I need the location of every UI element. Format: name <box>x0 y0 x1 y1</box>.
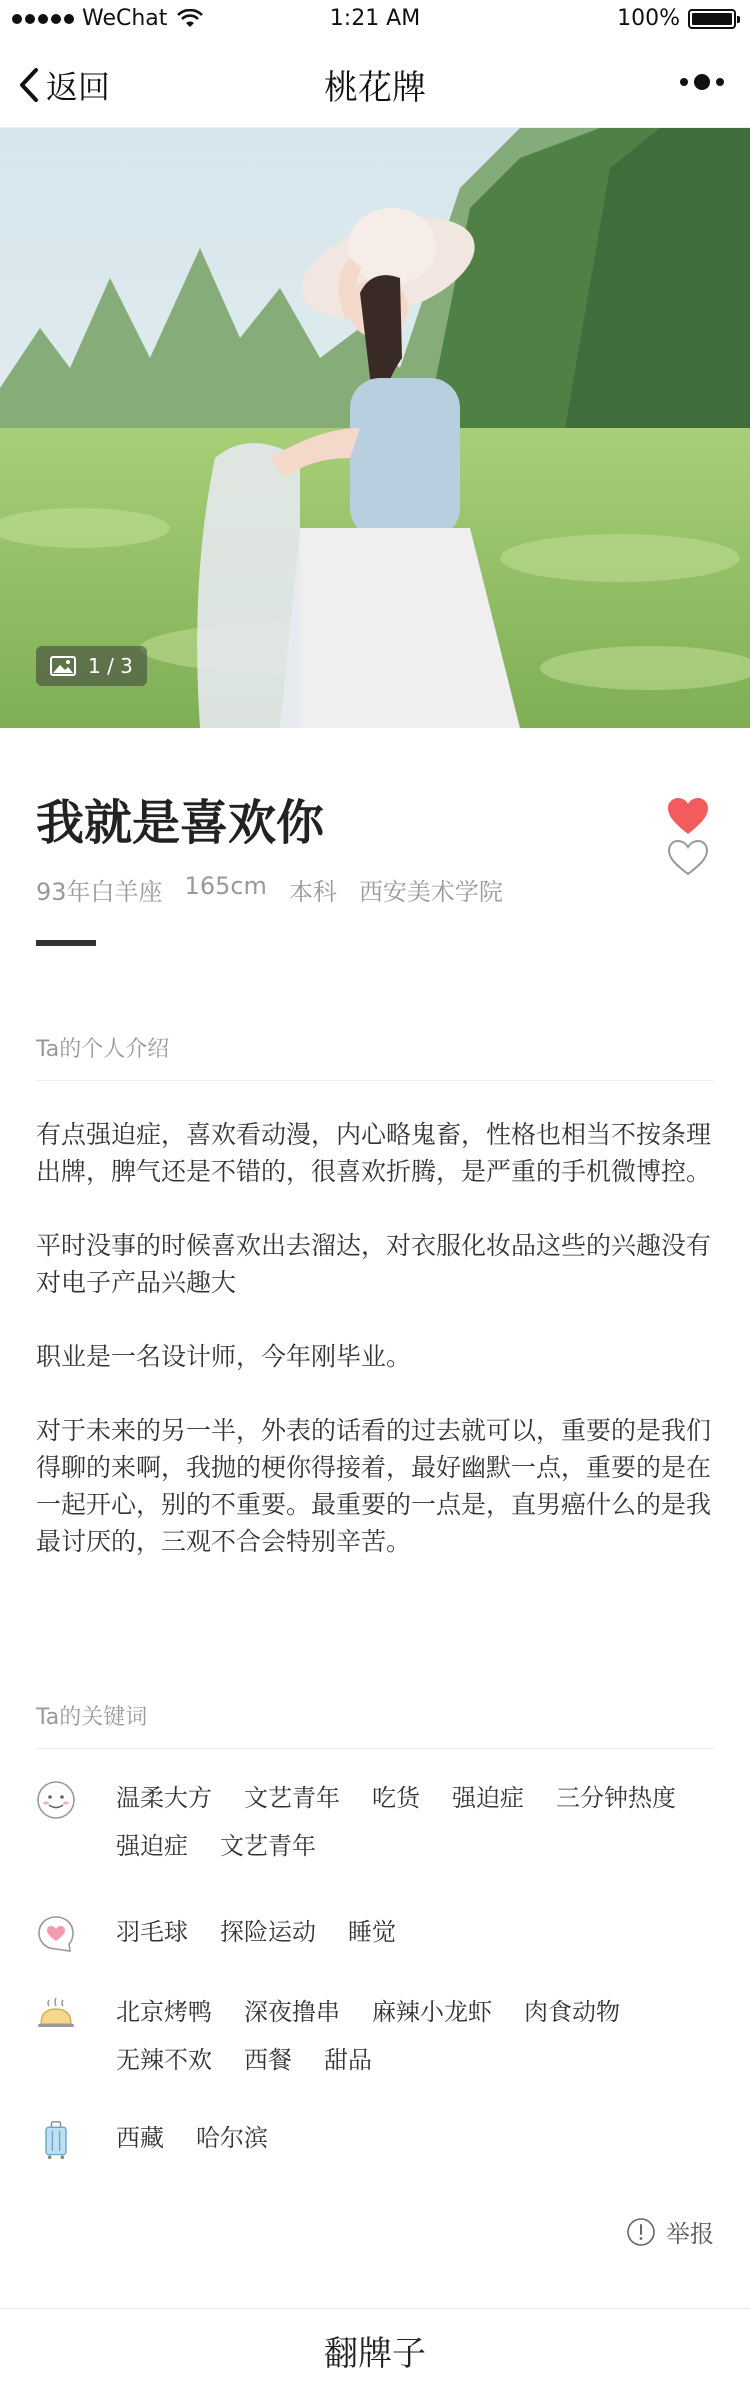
keyword-tag: 甜品 <box>324 2046 372 2074</box>
keyword-group-hobbies <box>36 1914 714 1954</box>
intro-paragraph: 对于未来的另一半，外表的话看的过去就可以，重要的是我们得聊的来啊，我抛的梗你得接着，最好幽默一点，重要的是在一起开心，别的不重要。最重要的一点是，直男癌什么的是我最讨厌的，三观不合会特别辛苦。 <box>36 1416 712 1556</box>
meta-school: 西安美术学院 <box>358 878 503 906</box>
keyword-tag: 温柔大方 <box>116 1784 212 1812</box>
keyword-tag: 麻辣小龙虾 <box>372 1998 492 2026</box>
keyword-tag: 强迫症 <box>452 1784 524 1812</box>
photo-illustration <box>0 128 750 728</box>
back-label: 返回 <box>46 68 111 106</box>
photo-counter <box>36 646 147 686</box>
keyword-tag: 文艺青年 <box>244 1784 340 1812</box>
keyword-group-personality <box>36 1780 714 1870</box>
status-time: 1:21 AM <box>329 6 421 31</box>
keyword-tags <box>116 1914 716 1950</box>
more-options-icon[interactable] <box>680 70 724 94</box>
carrier-label: WeChat <box>82 6 168 31</box>
exclamation-circle-icon <box>626 2217 656 2247</box>
heart-outline-icon[interactable] <box>666 838 710 878</box>
report-button[interactable] <box>626 2214 714 2249</box>
meta-height: 165cm <box>184 872 267 900</box>
photo-counter-label: 1 / 3 <box>88 654 133 678</box>
keyword-tag: 北京烤鸭 <box>116 1998 212 2026</box>
keyword-tag: 哈尔滨 <box>196 2124 268 2152</box>
divider <box>36 1748 714 1749</box>
keyword-tags <box>116 2120 716 2156</box>
flip-card-button[interactable]: 翻牌子 <box>324 2334 426 2374</box>
keywords-section-title: Ta的关键词 <box>36 1705 148 1730</box>
keyword-tag: 文艺青年 <box>220 1832 316 1860</box>
navigation-bar <box>0 40 750 128</box>
image-icon <box>50 656 76 676</box>
status-right <box>617 6 736 31</box>
meta-education: 本科 <box>288 878 337 906</box>
intro-paragraph: 职业是一名设计师，今年刚毕业。 <box>36 1342 412 1371</box>
keyword-tag: 睡觉 <box>348 1918 396 1946</box>
keyword-tags <box>116 1780 716 1864</box>
keyword-tag: 三分钟热度 <box>556 1784 676 1812</box>
keyword-tag: 羽毛球 <box>116 1918 188 1946</box>
food-cloche-icon <box>36 1994 76 2034</box>
heart-chat-bubble-icon <box>36 1914 76 1954</box>
keyword-tag: 肉食动物 <box>524 1998 620 2026</box>
keyword-tags <box>116 1994 716 2078</box>
luggage-icon <box>36 2120 76 2160</box>
page-title: 桃花牌 <box>324 68 426 108</box>
keyword-tag: 吃货 <box>372 1784 420 1812</box>
profile-meta <box>36 872 503 907</box>
intro-paragraph: 有点强迫症，喜欢看动漫，内心略鬼畜，性格也相当不按条理出牌，脾气还是不错的，很喜欢折腾，是严重的手机微博控。 <box>36 1120 712 1186</box>
keyword-tag: 深夜撸串 <box>244 1998 340 2026</box>
divider <box>36 1080 714 1081</box>
intro-text <box>36 1116 714 1597</box>
keyword-group-food <box>36 1994 714 2084</box>
keyword-tag: 无辣不欢 <box>116 2046 212 2074</box>
keyword-tag: 探险运动 <box>220 1918 316 1946</box>
smiley-face-icon <box>36 1780 76 1820</box>
meta-birth: 93年白羊座 <box>36 878 163 906</box>
intro-paragraph: 平时没事的时候喜欢出去溜达，对衣服化妆品这些的兴趣没有对电子产品兴趣大 <box>36 1231 712 1297</box>
footer-bar <box>0 2308 750 2400</box>
profile-name: 我就是喜欢你 <box>36 795 325 851</box>
keyword-tag: 强迫症 <box>116 1832 188 1860</box>
intro-section-title: Ta的个人介绍 <box>36 1037 170 1062</box>
profile-photo[interactable] <box>0 128 750 728</box>
battery-icon <box>688 9 736 29</box>
report-label: 举报 <box>666 2220 714 2248</box>
status-bar <box>0 0 750 40</box>
keyword-group-travel <box>36 2120 714 2164</box>
keyword-tag: 西餐 <box>244 2046 292 2074</box>
battery-percent: 100% <box>617 6 680 31</box>
title-underline <box>36 940 96 946</box>
heart-filled-icon[interactable] <box>666 796 710 836</box>
keyword-tag: 西藏 <box>116 2124 164 2152</box>
